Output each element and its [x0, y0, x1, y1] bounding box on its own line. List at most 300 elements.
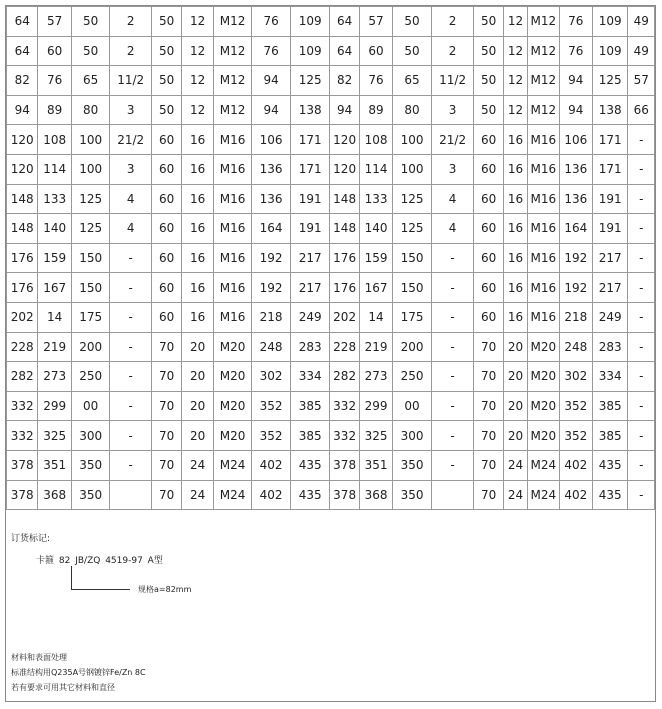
table-cell: -: [110, 302, 152, 332]
table-cell: 138: [593, 95, 628, 125]
table-cell: 175: [71, 302, 110, 332]
order-part-standard: JB/ZQ 4519-97: [75, 556, 143, 566]
table-cell: 20: [182, 421, 213, 451]
table-cell: 133: [38, 184, 71, 214]
table-cell: M24: [528, 480, 559, 510]
table-cell: 150: [393, 243, 432, 273]
table-cell: [431, 480, 474, 510]
table-cell: 50: [474, 36, 503, 66]
table-cell: 50: [151, 66, 181, 96]
order-part-type: A型: [147, 556, 163, 566]
table-cell: M12: [213, 7, 252, 37]
table-cell: 94: [559, 66, 592, 96]
table-cell: 70: [151, 421, 181, 451]
table-cell: 50: [474, 7, 503, 37]
table-cell: 14: [38, 302, 71, 332]
table-cell: 191: [290, 184, 330, 214]
table-cell: 4: [110, 184, 152, 214]
table-cell: 89: [38, 95, 71, 125]
table-cell: 136: [252, 184, 291, 214]
table-cell: 16: [182, 214, 213, 244]
table-cell: M20: [528, 391, 559, 421]
table-cell: 106: [252, 125, 291, 155]
table-cell: M16: [213, 154, 252, 184]
table-cell: -: [431, 450, 474, 480]
table-cell: 283: [290, 332, 330, 362]
table-cell: -: [628, 450, 655, 480]
table-row: [7, 7, 655, 37]
table-row: [7, 66, 655, 96]
table-cell: 70: [474, 480, 503, 510]
table-cell: M12: [213, 66, 252, 96]
table-cell: -: [628, 362, 655, 392]
table-cell: 159: [359, 243, 392, 273]
table-cell: 16: [503, 243, 527, 273]
table-cell: 76: [559, 36, 592, 66]
table-cell: 352: [559, 391, 592, 421]
table-cell: 16: [182, 273, 213, 303]
table-cell: 94: [252, 66, 291, 96]
table-cell: 217: [290, 273, 330, 303]
table-cell: 350: [393, 450, 432, 480]
table-cell: 12: [503, 7, 527, 37]
material-title: 材料和表面处理: [11, 653, 67, 662]
table-cell: 20: [503, 421, 527, 451]
table-cell: 125: [71, 214, 110, 244]
table-cell: 148: [7, 214, 38, 244]
table-cell: M16: [528, 243, 559, 273]
table-cell: 352: [559, 421, 592, 451]
table-cell: 228: [330, 332, 359, 362]
table-cell: 60: [474, 243, 503, 273]
table-row: [7, 95, 655, 125]
table-cell: M16: [528, 273, 559, 303]
table-cell: -: [628, 154, 655, 184]
order-mark-example: [36, 553, 163, 566]
table-cell: M16: [528, 184, 559, 214]
table-cell: 325: [359, 421, 392, 451]
table-cell: 176: [7, 273, 38, 303]
table-cell: 350: [71, 450, 110, 480]
table-cell: -: [431, 362, 474, 392]
table-cell: 171: [290, 154, 330, 184]
table-cell: M16: [213, 214, 252, 244]
table-cell: -: [110, 421, 152, 451]
table-cell: -: [110, 391, 152, 421]
order-part-name: 卡箍: [36, 556, 55, 566]
table-cell: 70: [151, 391, 181, 421]
table-cell: 60: [38, 36, 71, 66]
table-cell: 176: [330, 273, 359, 303]
table-cell: 20: [503, 362, 527, 392]
table-cell: 57: [38, 7, 71, 37]
table-cell: 11/2: [110, 66, 152, 96]
table-cell: M12: [528, 36, 559, 66]
table-cell: M20: [528, 332, 559, 362]
table-cell: 250: [393, 362, 432, 392]
table-cell: 49: [628, 7, 655, 37]
table-cell: 60: [474, 214, 503, 244]
table-cell: -: [431, 273, 474, 303]
table-cell: 332: [7, 421, 38, 451]
table-cell: 16: [503, 273, 527, 303]
table-cell: 108: [38, 125, 71, 155]
dimension-table: [6, 6, 655, 510]
table-cell: 218: [252, 302, 291, 332]
table-cell: 64: [330, 36, 359, 66]
table-cell: 12: [503, 95, 527, 125]
table-cell: 70: [474, 362, 503, 392]
table-row: [7, 36, 655, 66]
leader-line: [71, 566, 130, 590]
table-cell: 136: [559, 154, 592, 184]
table-cell: 385: [593, 391, 628, 421]
table-cell: 12: [182, 66, 213, 96]
table-cell: 60: [151, 302, 181, 332]
table-cell: 171: [593, 125, 628, 155]
table-cell: 136: [559, 184, 592, 214]
table-cell: 200: [393, 332, 432, 362]
table-cell: 24: [182, 450, 213, 480]
notes-section: [6, 518, 655, 701]
table-cell: 12: [182, 7, 213, 37]
table-cell: 80: [393, 95, 432, 125]
table-cell: 191: [593, 184, 628, 214]
table-cell: [110, 480, 152, 510]
table-cell: 100: [393, 125, 432, 155]
table-cell: M20: [213, 421, 252, 451]
table-cell: 76: [252, 7, 291, 37]
table-cell: -: [431, 243, 474, 273]
table-cell: 82: [330, 66, 359, 96]
table-cell: 12: [182, 95, 213, 125]
table-cell: 125: [290, 66, 330, 96]
table-cell: M12: [528, 95, 559, 125]
table-cell: 64: [7, 36, 38, 66]
table-cell: 167: [359, 273, 392, 303]
table-cell: 109: [290, 7, 330, 37]
table-cell: M24: [213, 480, 252, 510]
table-cell: 16: [182, 302, 213, 332]
table-cell: 4: [110, 214, 152, 244]
table-cell: 109: [290, 36, 330, 66]
table-cell: 16: [182, 125, 213, 155]
material-line-2: 若有要求可用其它材料和直径: [11, 683, 115, 692]
table-cell: 125: [393, 214, 432, 244]
table-row: [7, 332, 655, 362]
table-cell: M20: [213, 332, 252, 362]
table-cell: 16: [182, 154, 213, 184]
table-cell: M16: [213, 302, 252, 332]
table-cell: 202: [330, 302, 359, 332]
table-cell: 191: [290, 214, 330, 244]
table-cell: M20: [528, 362, 559, 392]
table-cell: M24: [213, 450, 252, 480]
table-cell: 70: [474, 391, 503, 421]
table-cell: 283: [593, 332, 628, 362]
table-cell: -: [431, 421, 474, 451]
table-cell: -: [628, 332, 655, 362]
table-cell: M16: [213, 125, 252, 155]
table-cell: -: [628, 391, 655, 421]
table-cell: M16: [213, 184, 252, 214]
table-cell: 65: [393, 66, 432, 96]
table-cell: 159: [38, 243, 71, 273]
table-cell: 20: [503, 332, 527, 362]
table-cell: 334: [593, 362, 628, 392]
table-cell: 94: [559, 95, 592, 125]
table-cell: 14: [359, 302, 392, 332]
spec-note: 规格a=82mm: [138, 585, 192, 594]
table-cell: M20: [528, 421, 559, 451]
table-cell: -: [110, 243, 152, 273]
table-cell: 435: [593, 450, 628, 480]
table-cell: 402: [559, 450, 592, 480]
table-cell: 351: [359, 450, 392, 480]
table-cell: -: [628, 243, 655, 273]
table-cell: M12: [528, 7, 559, 37]
table-cell: 20: [182, 362, 213, 392]
table-cell: 332: [330, 421, 359, 451]
table-row: [7, 154, 655, 184]
table-cell: M12: [213, 95, 252, 125]
table-cell: -: [110, 362, 152, 392]
table-cell: 350: [393, 480, 432, 510]
table-cell: 24: [182, 480, 213, 510]
table-cell: 385: [290, 421, 330, 451]
table-cell: 125: [593, 66, 628, 96]
table-cell: 12: [182, 36, 213, 66]
table-cell: 4: [431, 184, 474, 214]
table-cell: 176: [330, 243, 359, 273]
table-cell: 171: [290, 125, 330, 155]
table-cell: 218: [559, 302, 592, 332]
table-cell: 120: [7, 154, 38, 184]
table-cell: 50: [71, 36, 110, 66]
table-cell: 70: [151, 362, 181, 392]
table-cell: 108: [359, 125, 392, 155]
table-cell: 164: [559, 214, 592, 244]
table-cell: 164: [252, 214, 291, 244]
table-row: [7, 214, 655, 244]
table-cell: 192: [252, 273, 291, 303]
table-cell: -: [628, 273, 655, 303]
spec-sheet: [5, 5, 656, 702]
table-cell: 191: [593, 214, 628, 244]
table-cell: 57: [628, 66, 655, 96]
table-cell: 219: [359, 332, 392, 362]
table-cell: 217: [593, 243, 628, 273]
table-cell: 148: [7, 184, 38, 214]
table-cell: M20: [213, 362, 252, 392]
table-cell: -: [628, 214, 655, 244]
table-cell: M16: [528, 302, 559, 332]
table-cell: 140: [359, 214, 392, 244]
table-cell: 76: [38, 66, 71, 96]
table-cell: 332: [7, 391, 38, 421]
table-cell: 60: [474, 125, 503, 155]
table-cell: 248: [559, 332, 592, 362]
table-cell: 12: [503, 66, 527, 96]
table-cell: 60: [151, 125, 181, 155]
table-cell: 16: [503, 125, 527, 155]
table-cell: 125: [393, 184, 432, 214]
table-cell: M16: [213, 273, 252, 303]
table-cell: 16: [503, 184, 527, 214]
table-cell: M16: [528, 154, 559, 184]
table-cell: 100: [71, 154, 110, 184]
table-cell: 70: [474, 450, 503, 480]
table-cell: 282: [330, 362, 359, 392]
table-cell: 20: [182, 332, 213, 362]
table-cell: 109: [593, 36, 628, 66]
table-cell: 16: [182, 184, 213, 214]
table-cell: 150: [393, 273, 432, 303]
table-cell: 148: [330, 214, 359, 244]
table-cell: 4: [431, 214, 474, 244]
table-cell: 82: [7, 66, 38, 96]
table-cell: 219: [38, 332, 71, 362]
table-cell: 273: [38, 362, 71, 392]
table-cell: 94: [252, 95, 291, 125]
table-cell: 16: [182, 243, 213, 273]
table-cell: 60: [151, 154, 181, 184]
table-cell: 00: [393, 391, 432, 421]
table-cell: 249: [593, 302, 628, 332]
table-row: [7, 450, 655, 480]
table-cell: 148: [330, 184, 359, 214]
table-cell: 21/2: [431, 125, 474, 155]
table-cell: 3: [431, 154, 474, 184]
table-cell: 66: [628, 95, 655, 125]
table-cell: 202: [7, 302, 38, 332]
table-cell: 435: [290, 480, 330, 510]
table-cell: 60: [151, 243, 181, 273]
table-cell: 282: [7, 362, 38, 392]
table-cell: 16: [503, 214, 527, 244]
table-cell: 250: [71, 362, 110, 392]
table-cell: 24: [503, 480, 527, 510]
table-cell: -: [431, 332, 474, 362]
table-cell: 20: [503, 391, 527, 421]
table-cell: 106: [559, 125, 592, 155]
table-cell: 70: [151, 480, 181, 510]
table-cell: 3: [110, 154, 152, 184]
table-cell: 50: [151, 36, 181, 66]
table-cell: 60: [359, 36, 392, 66]
table-cell: M16: [213, 243, 252, 273]
table-cell: 49: [628, 36, 655, 66]
table-cell: 3: [110, 95, 152, 125]
table-cell: 167: [38, 273, 71, 303]
table-cell: -: [628, 302, 655, 332]
table-cell: 273: [359, 362, 392, 392]
table-cell: 114: [359, 154, 392, 184]
table-cell: 217: [593, 273, 628, 303]
table-cell: -: [628, 421, 655, 451]
table-cell: 378: [330, 450, 359, 480]
table-cell: 65: [71, 66, 110, 96]
table-cell: -: [110, 332, 152, 362]
table-cell: 200: [71, 332, 110, 362]
table-row: [7, 273, 655, 303]
table-cell: 60: [474, 273, 503, 303]
table-cell: 76: [359, 66, 392, 96]
table-cell: 64: [7, 7, 38, 37]
table-row: [7, 243, 655, 273]
table-cell: 94: [7, 95, 38, 125]
table-cell: 299: [359, 391, 392, 421]
table-cell: 109: [593, 7, 628, 37]
table-cell: 402: [252, 480, 291, 510]
table-cell: 150: [71, 273, 110, 303]
table-cell: 249: [290, 302, 330, 332]
table-cell: 20: [182, 391, 213, 421]
table-cell: 217: [290, 243, 330, 273]
table-cell: 302: [252, 362, 291, 392]
table-cell: 60: [474, 154, 503, 184]
table-cell: 150: [71, 243, 110, 273]
table-cell: 192: [559, 273, 592, 303]
table-cell: -: [110, 273, 152, 303]
table-cell: 385: [593, 421, 628, 451]
table-cell: 60: [151, 184, 181, 214]
table-cell: 368: [38, 480, 71, 510]
table-cell: 138: [290, 95, 330, 125]
table-cell: 120: [330, 125, 359, 155]
table-cell: 385: [290, 391, 330, 421]
order-mark-title: 订货标记:: [11, 534, 51, 544]
table-cell: 325: [38, 421, 71, 451]
table-cell: -: [110, 450, 152, 480]
table-cell: 368: [359, 480, 392, 510]
table-cell: 351: [38, 450, 71, 480]
table-cell: -: [431, 391, 474, 421]
table-cell: 76: [252, 36, 291, 66]
table-cell: 299: [38, 391, 71, 421]
table-cell: 350: [71, 480, 110, 510]
table-cell: 16: [503, 302, 527, 332]
table-cell: 176: [7, 243, 38, 273]
table-cell: 402: [252, 450, 291, 480]
table-cell: M16: [528, 125, 559, 155]
table-cell: 94: [330, 95, 359, 125]
table-cell: 60: [474, 184, 503, 214]
table-cell: 378: [330, 480, 359, 510]
table-cell: 248: [252, 332, 291, 362]
table-cell: 50: [71, 7, 110, 37]
table-cell: 70: [151, 332, 181, 362]
table-cell: 136: [252, 154, 291, 184]
table-cell: 89: [359, 95, 392, 125]
table-cell: 192: [252, 243, 291, 273]
table-cell: 21/2: [110, 125, 152, 155]
table-cell: 24: [503, 450, 527, 480]
table-cell: 352: [252, 391, 291, 421]
table-cell: 60: [151, 214, 181, 244]
table-cell: M24: [528, 450, 559, 480]
table-cell: -: [628, 125, 655, 155]
table-cell: 133: [359, 184, 392, 214]
table-cell: 2: [431, 36, 474, 66]
table-cell: 228: [7, 332, 38, 362]
table-cell: 2: [110, 7, 152, 37]
table-cell: 402: [559, 480, 592, 510]
table-row: [7, 184, 655, 214]
table-cell: 00: [71, 391, 110, 421]
table-cell: 352: [252, 421, 291, 451]
table-cell: 64: [330, 7, 359, 37]
